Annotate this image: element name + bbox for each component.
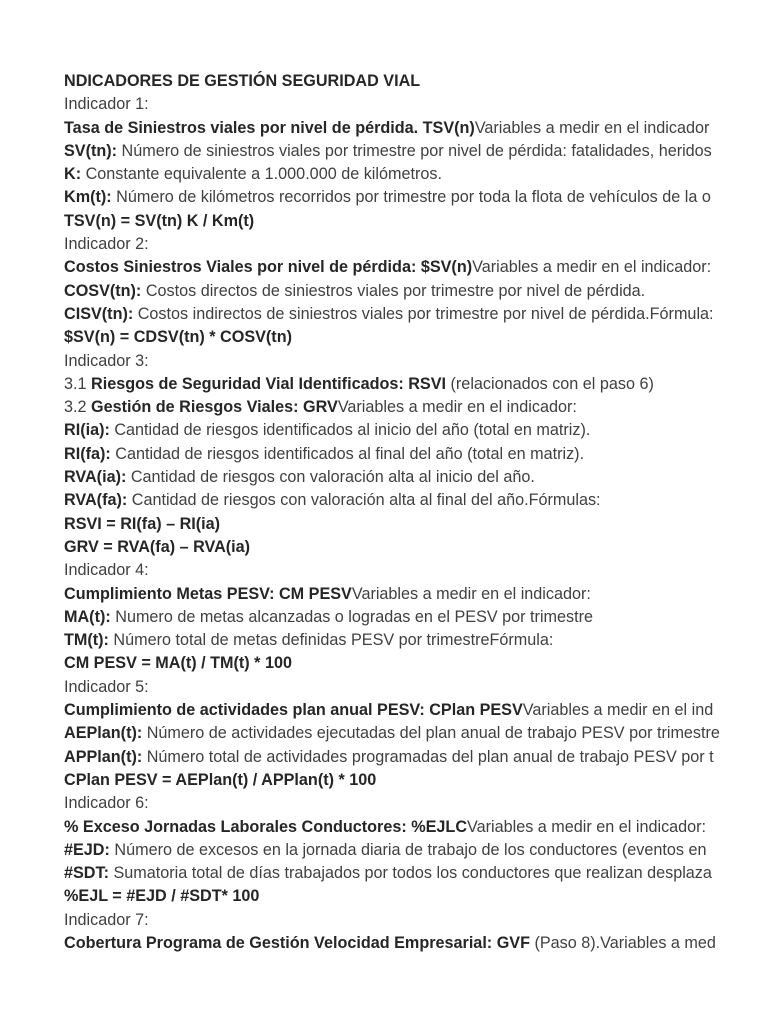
formula-text: TSV(n) = SV(tn) K / Km(t) <box>64 211 255 230</box>
variable-description: Cantidad de riesgos identificados al inicio del año (total en matriz). <box>109 421 591 440</box>
indicator-2-name <box>64 256 768 279</box>
indicator-1-heading: Indicador 1: <box>64 95 149 114</box>
indicator-1-formula <box>64 210 768 233</box>
indicator-1-variable <box>64 163 768 186</box>
indicator-2-formula <box>64 326 768 349</box>
variable-label: SV(tn): <box>64 141 118 160</box>
indicator-4-variable <box>64 606 768 629</box>
indicator-5-name <box>64 699 768 722</box>
variable-label: K: <box>64 165 82 184</box>
indicator-4-variable <box>64 629 768 652</box>
variable-label: COSV(tn): <box>64 281 142 300</box>
indicator-3-1-name <box>64 373 768 396</box>
indicator-4-formula <box>64 652 768 675</box>
variable-label: AEPlan(t): <box>64 724 143 743</box>
indicator-6-heading: Indicador 6: <box>64 794 149 813</box>
indicator-6-variable <box>64 862 768 885</box>
variable-description: Número total de metas definidas PESV por trimestreFórmula: <box>108 631 554 650</box>
indicator-7-name-bold: Cobertura Programa de Gestión Velocidad Empresarial: GVF <box>64 933 530 952</box>
variable-description: Número de kilómetros recorridos por trimestre por toda la flota de vehículos de la o <box>111 188 711 207</box>
formula-text: CPlan PESV = AEPlan(t) / APPlan(t) * 100 <box>64 770 377 789</box>
indicator-2-name-bold: Costos Siniestros Viales por nivel de pérdida: $SV(n) <box>64 258 473 277</box>
indicator-4-heading: Indicador 4: <box>64 561 149 580</box>
indicator-1-name-bold: Tasa de Siniestros viales por nivel de pérdida. TSV(n) <box>64 118 475 137</box>
indicator-1-name <box>64 117 768 140</box>
document-title: NDICADORES DE GESTIÓN SEGURIDAD VIAL <box>64 72 421 90</box>
indicator-2-variable <box>64 280 768 303</box>
indicator-4-name <box>64 583 768 606</box>
variable-label: APPlan(t): <box>64 747 143 766</box>
variable-description: Cantidad de riesgos con valoración alta al final del año.Fórmulas: <box>127 491 601 510</box>
indicator-2-variable <box>64 303 768 326</box>
indicator-3-formula <box>64 536 768 559</box>
indicator-2-name-rest: Variables a medir en el indicador: <box>472 258 712 277</box>
indicator-6-variable <box>64 839 768 862</box>
formula-text: %EJL = #EJD / #SDT* 100 <box>64 887 260 906</box>
indicator-6-formula <box>64 885 768 908</box>
indicator-7-heading: Indicador 7: <box>64 910 149 929</box>
document-page <box>64 70 768 955</box>
variable-label: RVA(fa): <box>64 491 128 510</box>
variable-description: Costos directos de siniestros viales por trimestre por nivel de pérdida. <box>141 281 646 300</box>
variable-label: MA(t): <box>64 607 111 626</box>
formula-text: CM PESV = MA(t) / TM(t) * 100 <box>64 654 292 673</box>
indicator-6-name <box>64 816 768 839</box>
indicator-7-name <box>64 932 768 955</box>
section-number: 3.1 <box>64 374 92 393</box>
indicator-3-variable <box>64 419 768 442</box>
indicator-1-name-rest: Variables a medir en el indicador <box>474 118 710 137</box>
variable-label: TM(t): <box>64 631 109 650</box>
indicator-7-name-rest: (Paso 8).Variables a med <box>529 933 716 952</box>
indicator-3-2-name-bold: Gestión de Riesgos Viales: GRV <box>91 398 338 417</box>
indicator-3-1-name-rest: (relacionados con el paso 6) <box>446 374 654 393</box>
variable-label: Km(t): <box>64 188 112 207</box>
variable-label: RI(ia): <box>64 421 110 440</box>
indicator-5-formula <box>64 769 768 792</box>
variable-description: Cantidad de riesgos con valoración alta al inicio del año. <box>126 468 535 487</box>
variable-description: Número de actividades ejecutadas del plan anual de trabajo PESV por trimestre <box>142 724 720 743</box>
section-number: 3.2 <box>64 398 92 417</box>
variable-label: CISV(tn): <box>64 304 134 323</box>
variable-label: #EJD: <box>64 840 110 859</box>
variable-description: Número de excesos en la jornada diaria de trabajo de los conductores (eventos en <box>109 840 707 859</box>
indicator-3-variable <box>64 443 768 466</box>
variable-description: Número total de actividades programadas del plan anual de trabajo PESV por t <box>142 747 714 766</box>
indicator-5-variable <box>64 746 768 769</box>
variable-description: Numero de metas alcanzadas o logradas en el PESV por trimestre <box>110 607 594 626</box>
variable-description: Cantidad de riesgos identificados al final del año (total en matriz). <box>110 444 585 463</box>
indicator-1-variable <box>64 140 768 163</box>
indicator-3-formula <box>64 513 768 536</box>
formula-text: $SV(n) = CDSV(tn) * COSV(tn) <box>64 328 292 347</box>
formula-text: GRV = RVA(fa) – RVA(ia) <box>64 537 251 556</box>
indicator-6-name-rest: Variables a medir en el indicador: <box>467 817 707 836</box>
variable-label: RVA(ia): <box>64 468 127 487</box>
formula-text: RSVI = RI(fa) – RI(ia) <box>64 514 221 533</box>
indicator-3-2-name <box>64 396 768 419</box>
indicator-3-1-name-bold: Riesgos de Seguridad Vial Identificados: RSVI <box>91 374 447 393</box>
indicator-5-heading: Indicador 5: <box>64 677 149 696</box>
variable-description: Constante equivalente a 1.000.000 de kilómetros. <box>81 165 442 184</box>
indicator-3-variable <box>64 489 768 512</box>
indicator-5-name-rest: Variables a medir en el ind <box>522 701 714 720</box>
indicator-3-variable <box>64 466 768 489</box>
indicator-2-heading: Indicador 2: <box>64 235 149 254</box>
indicator-5-name-bold: Cumplimiento de actividades plan anual PESV: CPlan PESV <box>64 701 523 720</box>
indicator-4-name-rest: Variables a medir en el indicador: <box>351 584 591 603</box>
variable-label: RI(fa): <box>64 444 111 463</box>
indicator-3-heading: Indicador 3: <box>64 351 149 370</box>
indicator-3-2-name-rest: Variables a medir en el indicador: <box>337 398 577 417</box>
indicator-5-variable <box>64 722 768 745</box>
indicator-4-name-bold: Cumplimiento Metas PESV: CM PESV <box>64 584 352 603</box>
indicator-6-name-bold: % Exceso Jornadas Laborales Conductores: %EJLC <box>64 817 468 836</box>
variable-description: Costos indirectos de siniestros viales por trimestre por nivel de pérdida.Fórmula: <box>133 304 714 323</box>
variable-label: #SDT: <box>64 864 109 883</box>
indicator-1-variable <box>64 186 768 209</box>
variable-description: Sumatoria total de días trabajados por todos los conductores que realizan desplaza <box>108 864 712 883</box>
variable-description: Número de siniestros viales por trimestre por nivel de pérdida: fatalidades, heridos <box>117 141 712 160</box>
